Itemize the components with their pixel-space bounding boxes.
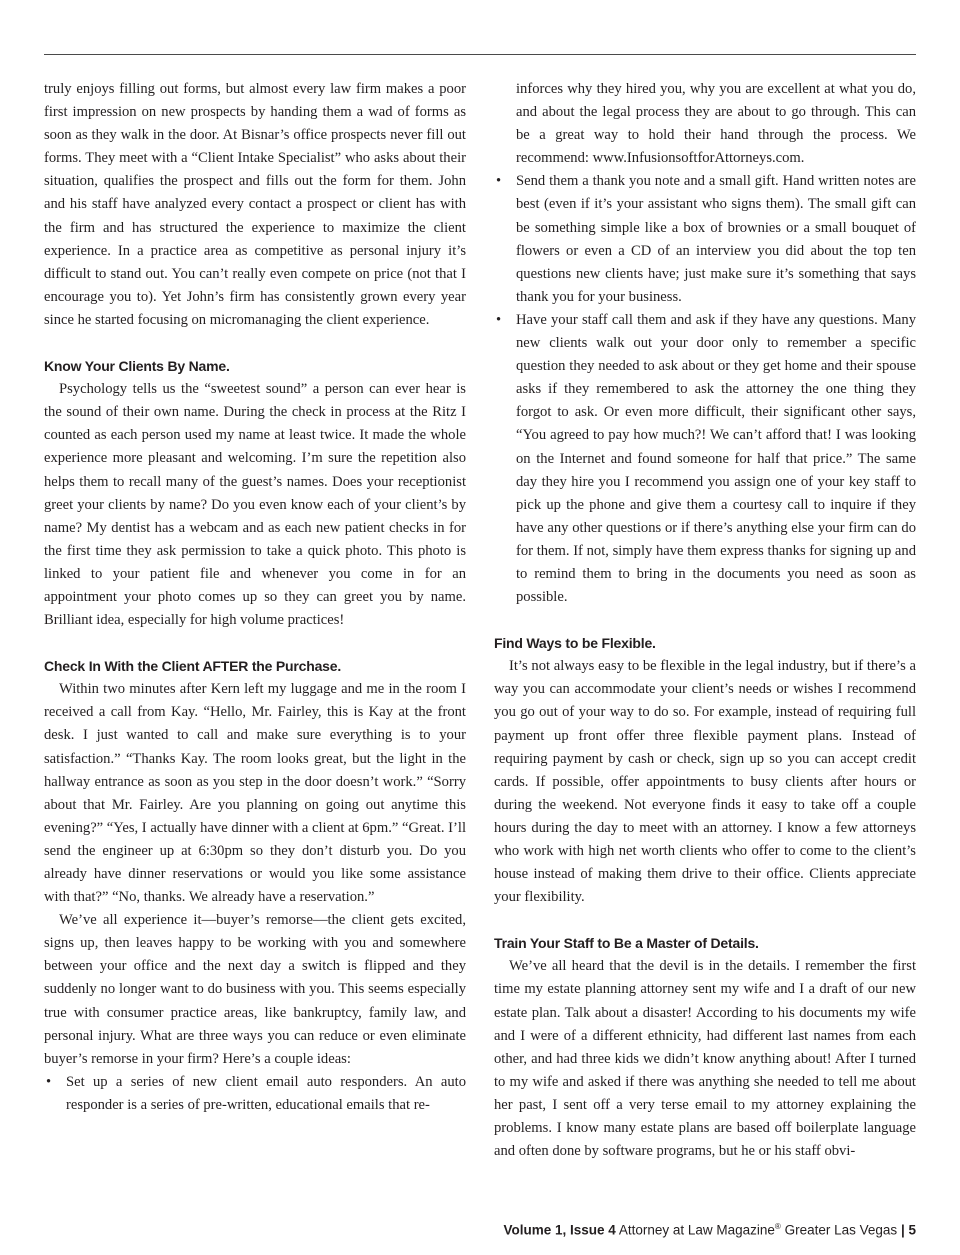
footer-magazine: Attorney at Law Magazine bbox=[618, 1222, 775, 1238]
right-column bbox=[494, 78, 916, 1163]
bullet-icon: • bbox=[496, 173, 502, 190]
section-heading-know-your-clients: Know Your Clients By Name. bbox=[44, 358, 230, 375]
body-paragraph: Within two minutes after Kern left my luggage and me in the room I received a call from Kay. “Hello, Mr. Fairley, this is Kay at the front desk. I just wanted to call and make sure everything is to your satisfaction.” “Thanks Kay. The room looks great, but the light in the hallway entrance as soon as you step in the door doesn’t work.” “Sorry about that Mr. Fairley. Are you planning on going out anytime this evening?” “Yes, I actually have dinner with a client at 6pm.” “Great. I’ll send the engineer up at 6:30pm so they don’t disturb you. Do you already have dinner reservations or would you like some assistance with that?” “No, thanks. We already have a reservation.” bbox=[44, 681, 466, 906]
bullet-icon: • bbox=[496, 311, 502, 328]
list-item bbox=[494, 309, 916, 609]
list-item bbox=[494, 78, 916, 170]
page-footer bbox=[504, 1222, 917, 1238]
left-column bbox=[44, 78, 466, 1117]
footer-region: Greater Las Vegas bbox=[784, 1222, 898, 1238]
footer-separator: | bbox=[900, 1222, 905, 1238]
bullet-icon: • bbox=[46, 1073, 52, 1090]
body-paragraph: We’ve all heard that the devil is in the details. I remember the first time my estate planning attorney sent my wife and I a draft of our new estate plan. Talk about a disaster! According to his documents my wife and I were of a different ethnicity, had different last names from each other, and had three kids we didn’t know anything about! After I turned to my wife and asked if there was anything she needed to tell me about her past, I sent off a very terse email to my attorney explaining the problems. I know many estate plans are based off boilerplate language and often done by software programs, but he or his staff obvi- bbox=[494, 958, 916, 1160]
section-heading-check-in: Check In With the Client AFTER the Purchase. bbox=[44, 658, 342, 675]
idea-list-continued bbox=[494, 78, 916, 609]
page-number: 5 bbox=[908, 1222, 916, 1238]
list-item-text: Send them a thank you note and a small gift. Hand written notes are best (even if it’s your assistant who signs them). The small gift can be something simple like a box of brownies or a small bouquet of flowers or even a CD of an interview you did about the top ten questions new clients have; just make sure it’s something that says thank you for your business. bbox=[516, 173, 916, 305]
list-item-text: Have your staff call them and ask if they have any questions. Many new clients walk out your door only to remember a specific question they needed to ask about or they get home and their spouse asks if they remembered to ask the attorney the one thing they forgot to ask. Or even more difficult, their significant other says, “You agreed to pay how much?! We can’t afford that! I was looking on the Internet and found someone for half that price.” The same day they hire you I recommend you assign one of your key staff to pick up the phone and give them a courtesy call to inquire if they have any other questions or if there’s anything else your firm can do for them. If not, simply have them express thanks for signing up and to remind them to bring in the documents you need as soon as possible. bbox=[516, 311, 916, 606]
section-heading-master-of-details: Train Your Staff to Be a Master of Details. bbox=[494, 935, 759, 952]
idea-list bbox=[44, 1071, 466, 1117]
body-paragraph: truly enjoys filling out forms, but almost every law firm makes a poor first impression on new prospects by handing them a wad of forms as soon as they walk in the door. At Bisnar’s office prospects never fill out forms. They meet with a “Client Intake Specialist” who asks about their situation, qualifies the prospect and fills out the form for them. John and his staff have analyzed every contact a prospect or client has with the firm and has structured the experience to maximize the client experience. In a practice area as competitive as personal injury it’s difficult to stand out. You can’t really even compete on price (not that I encourage you to). Yet John’s firm has consistently grown every year since he started focusing on micromanaging the client experience. bbox=[44, 81, 466, 328]
top-rule bbox=[44, 54, 916, 55]
list-item bbox=[44, 1071, 466, 1117]
footer-issue: Volume 1, Issue 4 bbox=[503, 1222, 616, 1238]
section-heading-flexible: Find Ways to be Flexible. bbox=[494, 635, 656, 652]
list-item bbox=[494, 170, 916, 309]
body-paragraph: Psychology tells us the “sweetest sound” a person can ever hear is the sound of their own name. During the check in process at the Ritz I counted as each person used my name at least twice. It made the whole experience more pleasant and welcoming. I’m sure the repetition also helps them to recall many of the guest’s names. Does your receptionist greet your clients by name? Do you even know each of your client’s by name? My dentist has a webcam and as each new patient checks in for the first time they ask permission to take a quick photo. This photo is linked to your patient file and whenever you come in for an appointment your photo comes up so they can greet you by name. Brilliant idea, especially for high volume practices! bbox=[44, 381, 466, 629]
list-item-text: inforces why they hired you, why you are excellent at what you do, and about the legal process they are about to go through. This can be a great way to hold their hand through the process. We recommend: www.InfusionsoftforAttorneys.com. bbox=[516, 81, 916, 167]
body-paragraph: We’ve all experience it—buyer’s remorse—the client gets excited, signs up, then leaves happy to be working with you and somewhere between your office and the next day a switch is flipped and they suddenly no longer want to do business with you. This seems especially true with consumer practice areas, like bankruptcy, family law, and personal injury. What are three ways you can reduce or even eliminate buyer’s remorse in your firm? Here’s a couple ideas: bbox=[44, 912, 466, 1067]
body-paragraph: It’s not always easy to be flexible in the legal industry, but if there’s a way you can accommodate your client’s needs or wishes I recommend you go out of your way to do so. For example, instead of requiring full payment up front offer three flexible payment plans. Instead of requiring payment by cash or check, sign up so you can accept credit cards. If possible, offer appointments to busy clients after hours or during the weekend. Not everyone finds it easy to take off a couple hours during the day to meet with an attorney. I know a few attorneys who work with high net worth clients who offer to come to the client’s house instead of making them drive to their office. Clients appreciate your flexibility. bbox=[494, 658, 916, 906]
registered-mark: ® bbox=[774, 1222, 781, 1231]
list-item-text: Set up a series of new client email auto responders. An auto responder is a series of pre-written, educational emails that re- bbox=[66, 1073, 466, 1113]
